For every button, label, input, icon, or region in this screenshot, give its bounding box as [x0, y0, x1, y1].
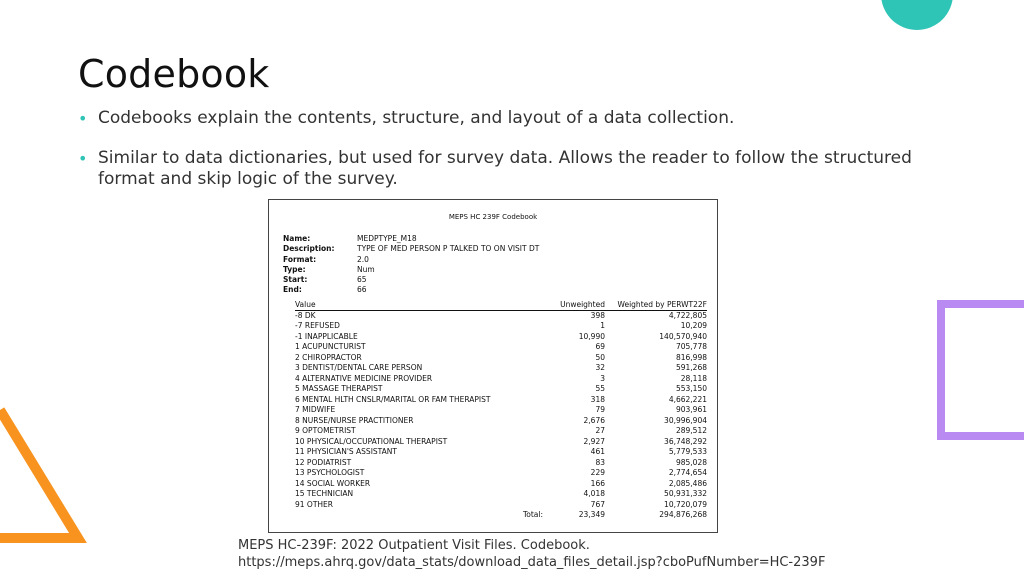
table-row [295, 374, 707, 385]
cell-unweighted: 79 [595, 405, 605, 414]
table-row [295, 468, 707, 479]
header-value: Value [295, 300, 316, 309]
metadata-label: End: [283, 285, 302, 295]
metadata-row [283, 275, 539, 285]
table-body [295, 311, 707, 511]
cell-unweighted: 166 [590, 478, 605, 488]
table-row [295, 395, 707, 406]
total-unweighted: 23,349 [578, 510, 605, 519]
cell-unweighted: 4,018 [583, 489, 605, 498]
table-row [295, 479, 707, 490]
cell-value: -8 DK [295, 310, 316, 320]
cell-unweighted: 69 [595, 342, 605, 351]
table-row [295, 363, 707, 374]
cell-unweighted: 229 [590, 468, 605, 477]
codebook-metadata [283, 234, 539, 296]
table-row [295, 321, 707, 332]
cell-unweighted: 461 [590, 447, 605, 456]
cell-unweighted: 32 [595, 363, 605, 372]
cell-value: 6 MENTAL HLTH CNSLR/MARITAL OR FAM THERAPIST [295, 394, 491, 404]
table-row [295, 311, 707, 322]
bullet-dot: • [78, 109, 88, 128]
cell-weighted: 28,118 [680, 373, 707, 383]
cell-value: -7 REFUSED [295, 321, 340, 330]
total-weighted: 294,876,268 [659, 510, 707, 519]
bullet-item [78, 148, 928, 190]
bullet-item [78, 108, 928, 129]
cell-unweighted: 318 [590, 394, 605, 404]
cell-value: 5 MASSAGE THERAPIST [295, 384, 383, 393]
table-row [295, 353, 707, 364]
cell-unweighted: 55 [595, 384, 605, 393]
metadata-value: 65 [357, 275, 367, 285]
table-row [295, 458, 707, 469]
cell-unweighted: 767 [590, 499, 605, 509]
table-row [295, 384, 707, 395]
cell-unweighted: 50 [595, 352, 605, 362]
codebook-title: MEPS HC 239F Codebook [448, 213, 538, 221]
header-unweighted: Unweighted [560, 300, 605, 309]
cell-value: 91 OTHER [295, 499, 334, 509]
codebook-image [268, 199, 718, 533]
source-line-1: MEPS HC-239F: 2022 Outpatient Visit Files. Codebook. [238, 538, 590, 553]
bullet-list [78, 108, 928, 209]
bullet-text: Codebooks explain the contents, structure, and layout of a data collection. [98, 108, 735, 128]
table-row [295, 500, 707, 511]
cell-value: -1 INAPPLICABLE [295, 331, 358, 341]
cell-weighted: 30,996,904 [664, 415, 707, 425]
cell-value: 4 ALTERNATIVE MEDICINE PROVIDER [295, 373, 433, 383]
decorative-orange-triangle [0, 400, 90, 550]
cell-value: 10 PHYSICAL/OCCUPATIONAL THERAPIST [295, 436, 448, 446]
metadata-value: Num [357, 264, 375, 274]
metadata-label: Start: [283, 275, 308, 285]
table-row [295, 342, 707, 353]
cell-weighted: 816,998 [675, 352, 707, 362]
metadata-value: 2.0 [357, 254, 369, 264]
metadata-row [283, 285, 539, 295]
cell-weighted: 903,961 [675, 405, 707, 414]
cell-weighted: 985,028 [675, 457, 707, 467]
header-weighted: Weighted by PERWT22F [617, 300, 707, 309]
cell-value: 1 ACUPUNCTURIST [295, 342, 366, 351]
cell-weighted: 140,570,940 [659, 331, 707, 341]
table-row [295, 447, 707, 458]
table-row [295, 489, 707, 500]
cell-weighted: 50,931,332 [664, 489, 707, 498]
cell-unweighted: 398 [590, 310, 605, 320]
codebook-table [295, 300, 707, 521]
cell-unweighted: 83 [595, 457, 605, 467]
source-citation [238, 537, 825, 571]
decorative-purple-square [937, 300, 1024, 440]
cell-value: 11 PHYSICIAN'S ASSISTANT [295, 447, 397, 456]
cell-unweighted: 3 [600, 373, 605, 383]
cell-unweighted: 27 [595, 426, 605, 435]
cell-weighted: 2,774,654 [668, 468, 707, 477]
cell-weighted: 289,512 [675, 426, 707, 435]
metadata-row [283, 255, 539, 265]
cell-value: 8 NURSE/NURSE PRACTITIONER [295, 415, 414, 425]
table-row [295, 332, 707, 343]
decorative-teal-circle [881, 0, 953, 30]
table-row [295, 426, 707, 437]
cell-unweighted: 10,990 [578, 331, 605, 341]
cell-weighted: 10,209 [680, 321, 707, 330]
slide-title: Codebook [78, 52, 270, 96]
table-total-row [295, 510, 707, 521]
table-header [295, 300, 707, 311]
cell-value: 15 TECHNICIAN [295, 489, 354, 498]
cell-value: 14 SOCIAL WORKER [295, 478, 371, 488]
metadata-label: Description: [283, 244, 335, 254]
bullet-text: Similar to data dictionaries, but used for survey data. Allows the reader to follow the structured format and skip logic of the survey. [98, 148, 912, 189]
metadata-value: MEDPTYPE_M18 [357, 234, 417, 243]
metadata-label: Format: [283, 254, 317, 264]
bullet-dot: • [78, 149, 88, 168]
cell-value: 12 PODIATRIST [295, 457, 352, 467]
cell-weighted: 4,662,221 [668, 394, 707, 404]
table-row [295, 405, 707, 416]
cell-value: 2 CHIROPRACTOR [295, 352, 362, 362]
total-label: Total: [522, 510, 543, 519]
table-row [295, 416, 707, 427]
cell-weighted: 5,779,533 [668, 447, 707, 456]
cell-unweighted: 2,927 [583, 436, 605, 446]
cell-weighted: 36,748,292 [664, 436, 707, 446]
metadata-row [283, 244, 539, 254]
cell-weighted: 2,085,486 [668, 478, 707, 488]
cell-weighted: 10,720,079 [664, 499, 707, 509]
cell-unweighted: 1 [600, 321, 605, 330]
cell-weighted: 553,150 [675, 384, 707, 393]
cell-value: 3 DENTIST/DENTAL CARE PERSON [295, 363, 423, 372]
cell-weighted: 591,268 [675, 363, 707, 372]
cell-weighted: 705,778 [675, 342, 707, 351]
source-url[interactable]: https://meps.ahrq.gov/data_stats/download_data_files_detail.jsp?cboPufNumber=HC-239F [238, 555, 826, 570]
cell-weighted: 4,722,805 [668, 310, 707, 320]
cell-value: 13 PSYCHOLOGIST [295, 468, 365, 477]
metadata-value: 66 [357, 285, 367, 295]
cell-value: 7 MIDWIFE [295, 405, 336, 414]
table-row [295, 437, 707, 448]
metadata-label: Type: [283, 264, 306, 274]
metadata-row [283, 265, 539, 275]
metadata-row [283, 234, 539, 244]
cell-unweighted: 2,676 [583, 415, 605, 425]
metadata-value: TYPE OF MED PERSON P TALKED TO ON VISIT DT [357, 244, 540, 254]
metadata-label: Name: [283, 234, 311, 243]
cell-value: 9 OPTOMETRIST [295, 426, 356, 435]
